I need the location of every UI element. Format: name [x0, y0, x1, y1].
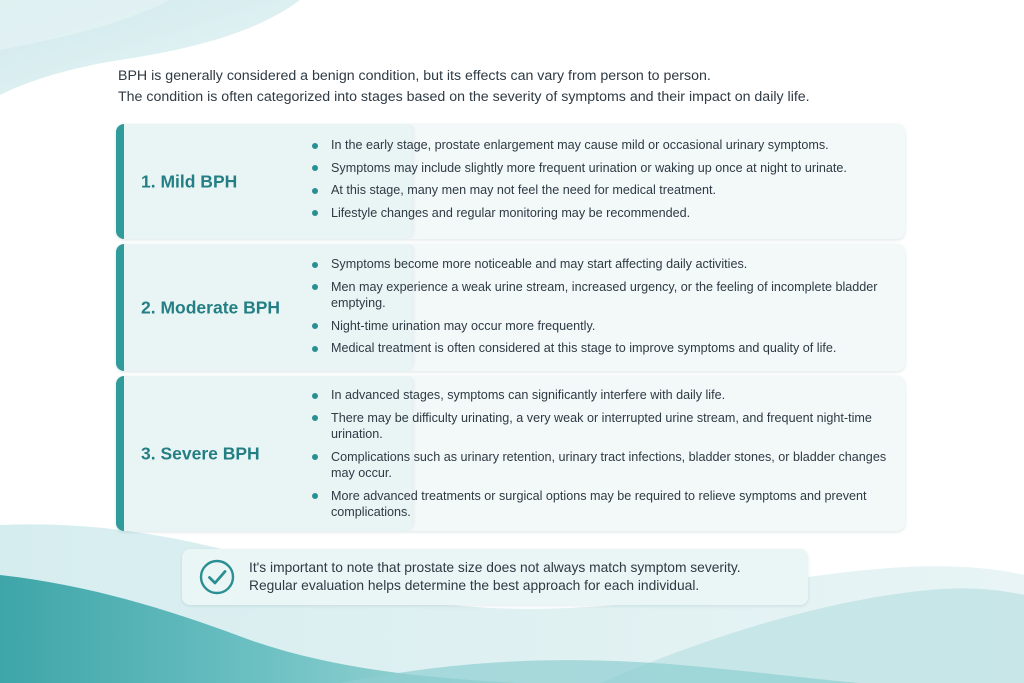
- bullet-item: More advanced treatments or surgical options may be required to relieve symptoms and prevent complications.: [312, 488, 895, 521]
- bullet-item: Lifestyle changes and regular monitoring may be recommended.: [312, 205, 895, 222]
- stage-points: [312, 137, 895, 227]
- intro-text: [118, 66, 918, 108]
- stage-title: 1. Mild BPH: [141, 171, 238, 191]
- stage-card-severe: [116, 376, 905, 531]
- stage-accent-bar: [116, 376, 124, 531]
- bullet-item: In advanced stages, symptoms can significantly interfere with daily life.: [312, 387, 895, 404]
- stage-title: 3. Severe BPH: [141, 443, 260, 463]
- check-circle-icon: [199, 559, 235, 595]
- note-line-2: Regular evaluation helps determine the best approach for each individual.: [249, 578, 700, 593]
- stage-title: 2. Moderate BPH: [141, 297, 281, 317]
- bullet-item: In the early stage, prostate enlargement may cause mild or occasional urinary symptoms.: [312, 137, 895, 154]
- intro-line-1: BPH is generally considered a benign condition, but its effects can vary from person to person.: [118, 68, 711, 84]
- note-text: [249, 559, 799, 595]
- stage-card-mild: [116, 124, 905, 239]
- bullet-item: There may be difficulty urinating, a very weak or interrupted urine stream, and frequent night-time urination.: [312, 410, 895, 443]
- stage-card-moderate: [116, 244, 905, 371]
- stage-accent-bar: [116, 124, 124, 239]
- bullet-item: Medical treatment is often considered at this stage to improve symptoms and quality of life.: [312, 340, 895, 357]
- bullet-item: At this stage, many men may not feel the need for medical treatment.: [312, 182, 895, 199]
- note-line-1: It's important to note that prostate size does not always match symptom severity.: [249, 560, 741, 575]
- stage-points: [312, 387, 895, 527]
- stage-accent-bar: [116, 244, 124, 371]
- bullet-item: Complications such as urinary retention, urinary tract infections, bladder stones, or bladder changes may occur.: [312, 449, 895, 482]
- stage-points: [312, 256, 895, 363]
- intro-line-2: The condition is often categorized into stages based on the severity of symptoms and their impact on daily life.: [118, 89, 810, 105]
- bullet-item: Night-time urination may occur more frequently.: [312, 318, 895, 335]
- note-box: [182, 549, 808, 605]
- bullet-item: Men may experience a weak urine stream, increased urgency, or the feeling of incomplete bladder emptying.: [312, 279, 895, 312]
- bullet-item: Symptoms may include slightly more frequent urination or waking up once at night to urinate.: [312, 160, 895, 177]
- bullet-item: Symptoms become more noticeable and may start affecting daily activities.: [312, 256, 895, 273]
